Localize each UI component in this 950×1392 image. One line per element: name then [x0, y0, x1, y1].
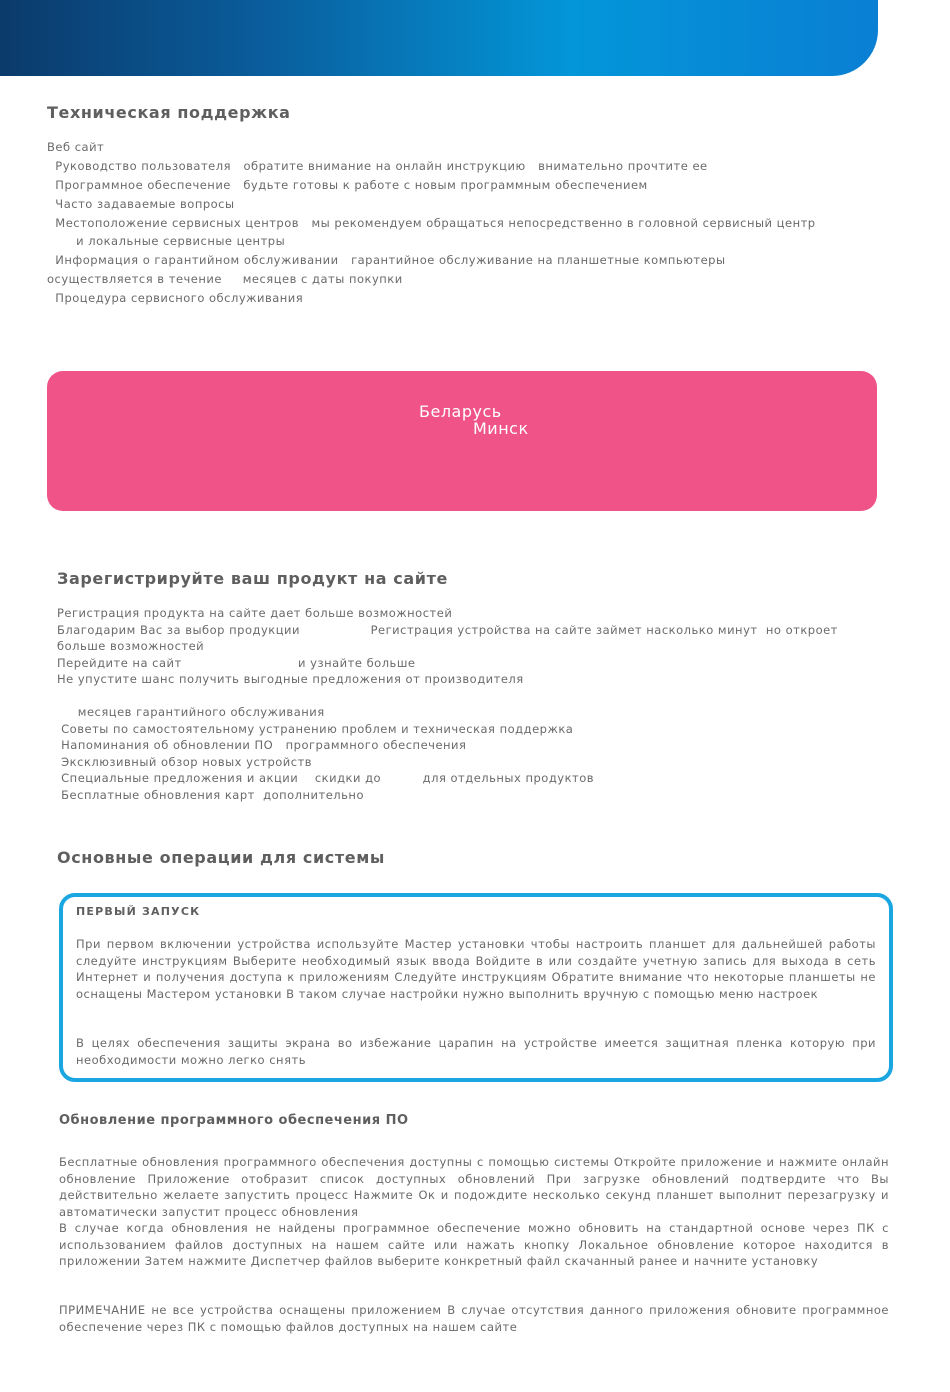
update-note: ПРИМЕЧАНИЕ не все устройства оснащены приложением В случае отсутствия данного приложения обновите программное обеспечение через ПК с помощью файлов доступных на нашем сайте	[59, 1303, 889, 1334]
first-launch-title: ПЕРВЫЙ ЗАПУСК	[76, 905, 201, 918]
benefit-item: Эксклюзивный обзор новых устройств	[57, 755, 313, 769]
header-banner	[0, 0, 878, 76]
register-line: Не упустите шанс получить выгодные предложения от производителя	[57, 672, 524, 686]
support-line: Информация о гарантийном обслуживании гарантийное обслуживание на планшетные компьютеры	[47, 253, 726, 267]
first-launch-paragraph: При первом включении устройства используйте Мастер установки чтобы настроить планшет для дальнейшей работы следуйте инструкциям Выберите необходимый язык ввода Войдите в или создайте учетную запись для выхода в сеть Интернет и получения доступа к приложениям Следуйте инструкциям Обратите внимание что некоторые планшеты не оснащены Мастером установки В таком случае настройки нужно выполнить вручную с помощью меню настроек	[76, 937, 876, 1001]
location-city: Минск	[473, 419, 529, 438]
first-launch-paragraph: В целях обеспечения защиты экрана во избежание царапин на устройстве имеется защитная пленка которую при необходимости можно легко снять	[76, 1036, 876, 1067]
location-country: Беларусь	[419, 402, 502, 421]
support-line: Веб сайт	[47, 140, 105, 154]
update-paragraph: В случае когда обновления не найдены программное обеспечение можно обновить на стандартной основе через ПК с использованием файлов доступных на нашем сайте или нажать кнопку Локальное обновление которое находится в приложении Затем нажмите Диспетчер файлов выберите конкретный файл скачанный ранее и начните установку	[59, 1221, 889, 1268]
register-line: Перейдите на сайт и узнайте больше	[57, 656, 416, 670]
update-title: Обновление программного обеспечения ПО	[59, 1113, 409, 1128]
benefit-item: Специальные предложения и акции скидки до для отдельных продуктов	[57, 771, 595, 785]
register-title: Зарегистрируйте ваш продукт на сайте	[57, 569, 448, 588]
support-title: Техническая поддержка	[47, 103, 291, 122]
support-line: Программное обеспечение будьте готовы к работе с новым программным обеспечением	[47, 178, 648, 192]
location-panel	[47, 371, 877, 511]
support-line: и локальные сервисные центры	[47, 234, 286, 248]
benefit-item: Бесплатные обновления карт дополнительно	[57, 788, 364, 802]
support-line: осуществляется в течение месяцев с даты покупки	[47, 272, 403, 286]
register-line: больше возможностей	[57, 639, 205, 653]
register-line: Благодарим Вас за выбор продукции Регистрация устройства на сайте займет насколько минут но откроет	[57, 623, 838, 637]
benefit-item: месяцев гарантийного обслуживания	[57, 705, 325, 719]
support-line: Процедура сервисного обслуживания	[47, 291, 304, 305]
first-launch-box	[59, 893, 893, 1082]
support-line: Местоположение сервисных центров мы рекомендуем обращаться непосредственно в головной сервисный центр	[47, 216, 816, 230]
register-line: Регистрация продукта на сайте дает больше возможностей	[57, 606, 453, 620]
benefit-item: Советы по самостоятельному устранению проблем и техническая поддержка	[57, 722, 574, 736]
support-line: Руководство пользователя обратите внимание на онлайн инструкцию внимательно прочтите ее	[47, 159, 708, 173]
operations-title: Основные операции для системы	[57, 848, 385, 867]
benefit-item: Напоминания об обновлении ПО программного обеспечения	[57, 738, 467, 752]
support-line: Часто задаваемые вопросы	[47, 197, 235, 211]
update-paragraph: Бесплатные обновления программного обеспечения доступны с помощью системы Откройте приложение и нажмите онлайн обновление Приложение отобразит список доступных обновлений При загрузке обновлений подтвердите что Вы действительно желаете запустить процесс Нажмите Ок и подождите несколько секунд планшет выполнит перезагрузку и автоматически запустит процесс обновления	[59, 1155, 889, 1219]
